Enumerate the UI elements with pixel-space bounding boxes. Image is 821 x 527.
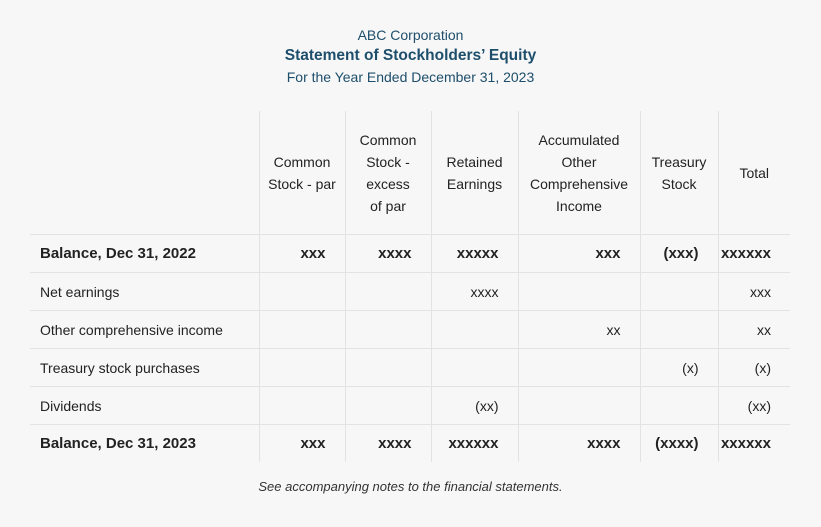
table-cell: xxx (518, 235, 640, 273)
table-cell: (xxx) (640, 235, 718, 273)
header-line: of par (370, 197, 406, 214)
table-cell: (xx) (431, 387, 518, 425)
table-cell: xxxxxx (431, 425, 518, 463)
column-header-total (718, 111, 790, 235)
row-label: Treasury stock purchases (30, 349, 259, 387)
table-cell (259, 349, 345, 387)
header-line: excess (366, 175, 410, 192)
table-cell (640, 387, 718, 425)
column-header-row (30, 111, 790, 235)
table-cell (345, 387, 431, 425)
table-cell: xxx (259, 425, 345, 463)
table-cell: xxxx (518, 425, 640, 463)
table-cell: xxx (718, 273, 790, 311)
row-label: Balance, Dec 31, 2022 (30, 235, 259, 273)
table-cell (518, 349, 640, 387)
company-name: ABC Corporation (357, 27, 464, 43)
row-label: Net earnings (30, 273, 259, 311)
table-cell: xxxx (431, 273, 518, 311)
header-line: Common (359, 131, 417, 148)
column-header-treasury-stock (640, 111, 718, 235)
header-line: Retained (446, 153, 503, 170)
table-cell: xxx (259, 235, 345, 273)
header-line: Stock - (366, 153, 410, 170)
header-line: Total (739, 164, 770, 181)
column-header-common-stock-excess (345, 111, 431, 235)
table-row-closing-balance (30, 425, 790, 463)
table-cell (345, 273, 431, 311)
statement-heading (0, 26, 821, 86)
table-cell (431, 311, 518, 349)
column-header-aoci (518, 111, 640, 235)
row-label: Dividends (30, 387, 259, 425)
equity-table (30, 111, 790, 462)
table-cell: xxxxxx (718, 235, 790, 273)
statement-title: Statement of Stockholders’ Equity (284, 47, 537, 64)
table-cell (431, 349, 518, 387)
table-row-treasury-stock-purchases (30, 349, 790, 387)
table-cell: xxxx (345, 425, 431, 463)
table-row-net-earnings (30, 273, 790, 311)
table-cell (259, 311, 345, 349)
header-line: Earnings (446, 175, 503, 192)
table-cell (259, 387, 345, 425)
footnote: See accompanying notes to the financial statements. (258, 479, 563, 494)
table-cell (518, 273, 640, 311)
header-line: Common (273, 153, 331, 170)
header-line: Accumulated (538, 131, 620, 148)
table-cell (345, 311, 431, 349)
row-label: Balance, Dec 31, 2023 (40, 435, 196, 452)
header-line: Income (556, 197, 602, 214)
table-cell (259, 273, 345, 311)
table-cell: xxxxxx (718, 425, 790, 463)
table-cell (518, 387, 640, 425)
header-line: Stock (661, 175, 697, 192)
header-line: Treasury (651, 153, 707, 170)
table-cell: (x) (718, 349, 790, 387)
column-header-common-stock-par (259, 111, 345, 235)
table-row-other-comprehensive-income (30, 311, 790, 349)
table-cell: xx (518, 311, 640, 349)
table-cell: (x) (640, 349, 718, 387)
header-line: Stock - par (268, 175, 336, 192)
row-label: Other comprehensive income (30, 311, 259, 349)
table-cell (640, 273, 718, 311)
statement-period: For the Year Ended December 31, 2023 (286, 69, 535, 85)
table-row-opening-balance (30, 235, 790, 273)
header-line: Comprehensive (529, 175, 629, 192)
table-cell: xxxxx (431, 235, 518, 273)
table-cell: (xxxx) (640, 425, 718, 463)
column-header-retained-earnings (431, 111, 518, 235)
header-line: Other (561, 153, 597, 170)
table-row-dividends (30, 387, 790, 425)
table-cell: xx (718, 311, 790, 349)
row-label-header (30, 111, 259, 235)
table-cell: xxxx (345, 235, 431, 273)
table-cell (640, 311, 718, 349)
table-cell (345, 349, 431, 387)
table-cell: (xx) (718, 387, 790, 425)
